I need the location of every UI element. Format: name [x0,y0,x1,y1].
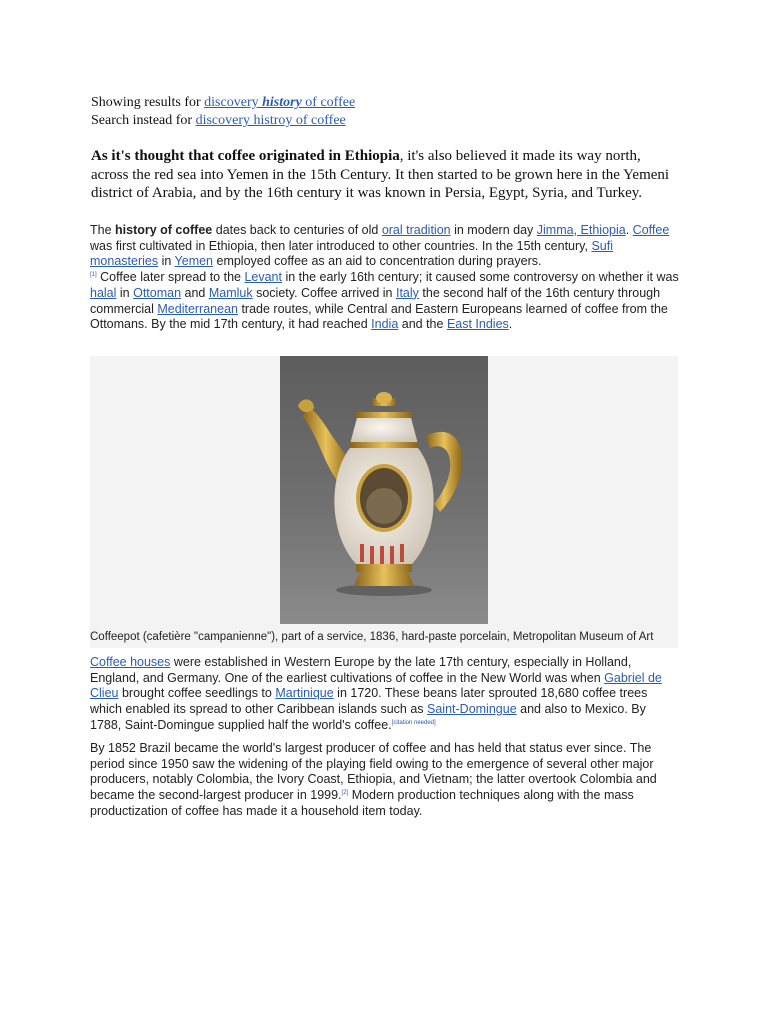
intro-paragraph [91,147,681,203]
search-instead-line [91,112,711,130]
link-martinique[interactable]: Martinique [275,686,334,701]
text-fragment: and the [398,317,447,332]
corrected-query-link[interactable] [204,95,355,110]
text-fragment: By 1852 Brazil became the world's largest producer of coffee and has held that status ever since. The period since 1950 saw the widening of the playing field owing to the emergence of several other major producers, notably Colombia, the Ivory Coast, Ethiopia, and Vietnam; the latter overtook Colombia and became the second-largest producer in 1999. [90,741,657,803]
link-saint-domingue[interactable]: Saint-Domingue [427,702,517,717]
link-ottoman[interactable]: Ottoman [133,285,182,300]
text-fragment: in the early 16th century; it caused some controversy on whether it was [281,270,679,285]
search-instead-label: Search instead for [91,113,196,128]
citation-needed-link[interactable]: [citation needed] [391,719,436,726]
search-correction-notice [91,94,711,130]
history-paragraph [90,223,680,333]
text-fragment: brought coffee seedlings to [118,686,276,701]
link-halal[interactable]: halal [90,285,117,300]
reference-link-2[interactable]: [2] [341,789,349,796]
text-fragment: The [90,223,116,237]
link-east-indies[interactable]: East Indies [446,317,509,332]
corrected-query-word-1: discovery [204,95,263,110]
intro-text: , it's also believed it made its way north, across the red sea into Yemen in the 15th Century. It then started to be grown here in the Yemeni district of Arabia, and by the 16th century it was known in Persia, Egypt, Syria, and Turkey. [91,148,670,201]
reference-link-1[interactable]: [1] [90,271,97,278]
link-mamluk[interactable]: Mamluk [208,285,253,300]
original-query-link[interactable]: discovery histroy of coffee [195,113,346,128]
brazil-paragraph [90,741,680,820]
corrected-query-highlight: history [262,95,302,110]
figure-caption: Coffeepot (cafetière "campanienne"), part of a service, 1836, hard-paste porcelain, Metropolitan Museum of Art [90,631,654,643]
text-fragment: in [158,254,175,269]
text-fragment: society. Coffee arrived in [252,285,396,300]
text-fragment: . [625,223,633,237]
link-gabriel-de-clieu[interactable]: Gabriel de Clieu [90,670,662,701]
text-fragment: and [181,285,209,300]
text-fragment: dates back to centuries of old [212,223,382,237]
text-fragment: in modern day [450,223,537,237]
link-oral-tradition[interactable]: oral tradition [381,223,451,237]
link-coffee[interactable]: Coffee [632,223,670,237]
text-fragment: Modern production techniques along with the mass productization of coffee has made it a household item today. [90,788,634,818]
text-fragment: in 1720. These beans later sprouted 18,680 coffee trees which enabled its spread to other Caribbean islands such as [90,686,648,717]
text-fragment: and also to Mexico. By 1788, Saint-Domingue supplied half the world's coffee. [90,702,646,732]
history-bold-term: history of coffee [115,223,213,237]
link-sufi-monasteries[interactable]: Sufi monasteries [90,238,613,269]
text-fragment: employed coffee as an aid to concentration during prayers. [213,254,542,269]
text-fragment: the second half of the 16th century through commercial [90,285,661,316]
corrected-query-word-3: of coffee [301,95,356,110]
showing-results-line [91,94,711,112]
text-fragment: were established in Western Europe by the late 17th century, especially in Holland, England, and Germany. One of the earliest cultivations of coffee in the New World was when [90,655,632,685]
coffeepot-image [280,356,488,624]
link-jimma-ethiopia[interactable]: Jimma, Ethiopia [536,223,626,237]
link-coffee-houses[interactable]: Coffee houses [90,655,171,669]
link-yemen[interactable]: Yemen [174,254,214,269]
text-fragment: trade routes, while Central and Eastern Europeans learned of coffee from the Ottomans. By the mid 17th century, it had reached [90,301,668,332]
link-mediterranean[interactable]: Mediterranean [157,301,238,316]
text-fragment: was first cultivated in Ethiopia, then later introduced to other countries. In the 15th century, [90,238,592,253]
text-fragment: in [116,285,134,300]
coffee-houses-paragraph [90,655,680,734]
link-india[interactable]: India [371,317,399,332]
text-fragment: . [508,317,513,332]
coffeepot-illustration [280,356,488,624]
link-levant[interactable]: Levant [244,270,282,285]
link-italy[interactable]: Italy [395,285,419,300]
text-fragment: Coffee later spread to the [96,270,245,285]
showing-results-label: Showing results for [91,95,205,110]
intro-bold-lead: As it's thought that coffee originated in Ethiopia [91,148,400,164]
